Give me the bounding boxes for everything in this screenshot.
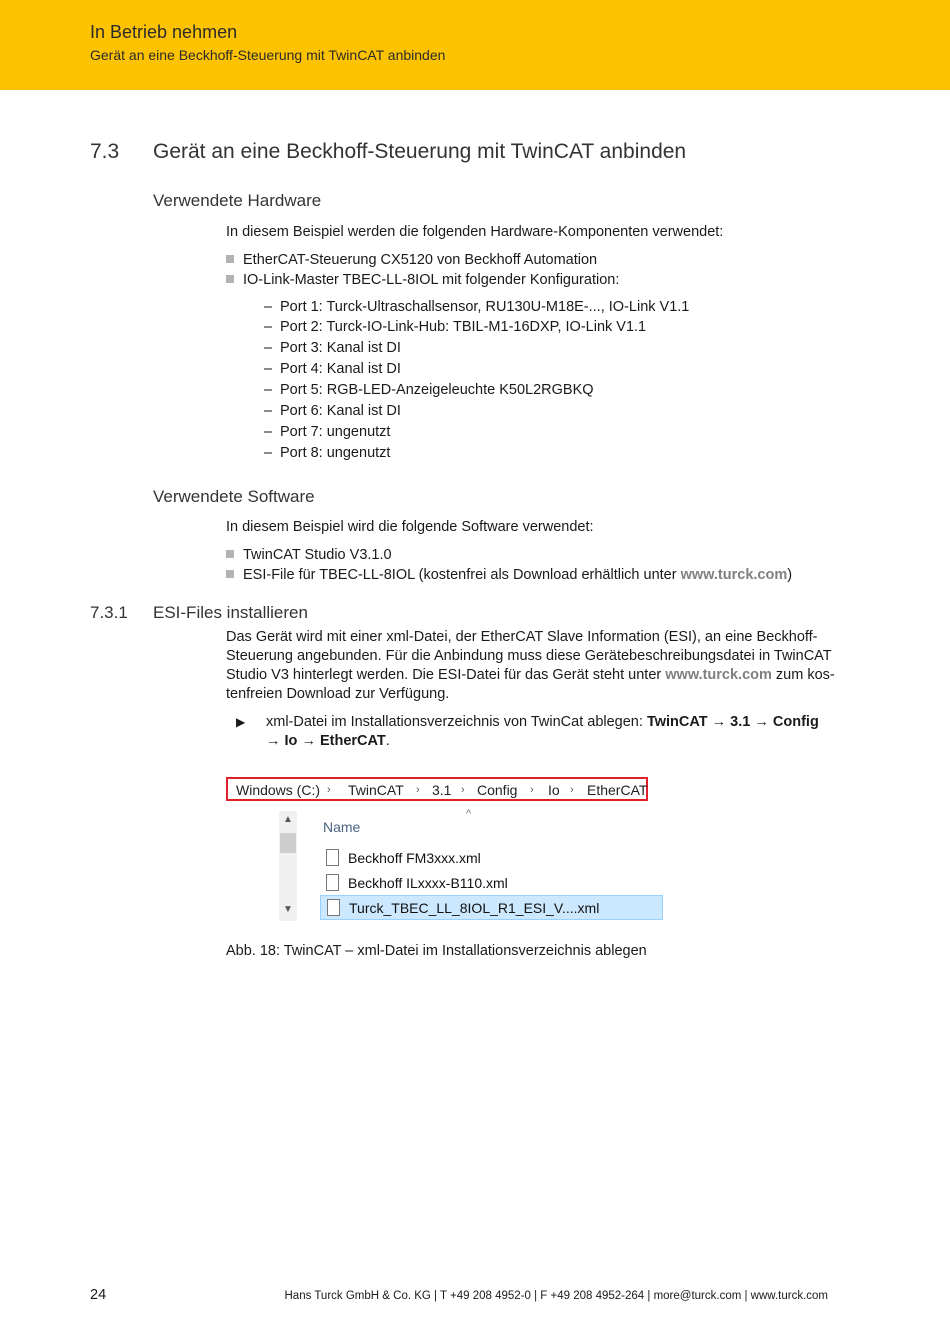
arrow-right-icon: → xyxy=(711,714,727,730)
scroll-down-icon[interactable]: ▼ xyxy=(283,904,293,915)
turck-link[interactable]: www.turck.com xyxy=(680,567,788,583)
file-icon xyxy=(326,874,339,891)
header-subtitle: Gerät an eine Beckhoff-Steuerung mit TwinCAT anbinden xyxy=(90,47,446,63)
file-icon xyxy=(326,849,339,866)
file-name: Turck_TBEC_LL_8IOL_R1_ESI_V....xml xyxy=(349,900,600,916)
chevron-right-icon: › xyxy=(530,784,534,796)
play-triangle-icon: ▶ xyxy=(236,715,246,729)
hardware-intro: In diesem Beispiel werden die folgenden Hardware-Komponenten verwendet: xyxy=(226,224,724,240)
chevron-right-icon: › xyxy=(461,784,465,796)
arrow-right-icon: → xyxy=(266,733,281,749)
chevron-right-icon: › xyxy=(416,784,420,796)
figure-caption: Abb. 18: TwinCAT – xml-Datei im Installationsverzeichnis ablegen xyxy=(226,943,647,959)
turck-link[interactable]: www.turck.com xyxy=(665,667,772,683)
subsection-number: 7.3.1 xyxy=(90,603,128,622)
arrow-right-icon: → xyxy=(754,714,769,730)
port-item: – Port 2: Turck-IO-Link-Hub: TBIL-M1-16DXP, IO-Link V1.1 xyxy=(264,319,647,335)
esi-paragraph-line: Das Gerät wird mit einer xml-Datei, der EtherCAT Slave Information (ESI), an eine Beckhoff- xyxy=(226,629,818,645)
chevron-right-icon: › xyxy=(570,784,574,796)
port-item: – Port 1: Turck-Ultraschallsensor, RU130U-M18E-..., IO-Link V1.1 xyxy=(264,299,690,315)
port-item: – Port 5: RGB-LED-Anzeigeleuchte K50L2RGBKQ xyxy=(264,382,594,398)
port-item: – Port 3: Kanal ist DI xyxy=(264,340,401,356)
header-title: In Betrieb nehmen xyxy=(90,22,238,42)
header-band xyxy=(0,0,950,90)
section-number: 7.3 xyxy=(90,140,120,163)
bullet-square-icon xyxy=(226,570,234,578)
bullet-square-icon xyxy=(226,255,234,263)
file-icon xyxy=(327,899,340,916)
port-item: – Port 6: Kanal ist DI xyxy=(264,403,401,419)
breadcrumb-item[interactable]: 3.1 xyxy=(432,782,452,798)
page-number: 24 xyxy=(90,1287,107,1303)
breadcrumb-item[interactable]: TwinCAT xyxy=(348,782,404,798)
file-name: Beckhoff ILxxxx-B110.xml xyxy=(348,875,508,891)
chevron-right-icon: › xyxy=(327,784,331,796)
file-row[interactable] xyxy=(320,871,663,896)
explorer-breadcrumb xyxy=(226,777,648,801)
port-item: – Port 8: ungenutzt xyxy=(264,445,391,461)
esi-paragraph-line: Steuerung angebunden. Für die Anbindung muss diese Gerätebeschreibungsdatei in TwinCAT xyxy=(226,648,832,664)
port-item: – Port 7: ungenutzt xyxy=(264,424,391,440)
software-intro: In diesem Beispiel wird die folgende Software verwendet: xyxy=(226,519,594,535)
bullet-square-icon xyxy=(226,275,234,283)
column-header-name[interactable]: Name xyxy=(323,819,361,835)
scroll-thumb[interactable] xyxy=(280,833,296,853)
explorer-scrollbar[interactable] xyxy=(279,811,297,921)
software-heading: Verwendete Software xyxy=(153,487,315,506)
section-title: Gerät an eine Beckhoff-Steuerung mit TwinCAT anbinden xyxy=(153,140,687,163)
esi-paragraph-line: tenfreien Download zur Verfügung. xyxy=(226,686,450,702)
file-row[interactable] xyxy=(320,846,663,871)
file-name: Beckhoff FM3xxx.xml xyxy=(348,850,481,866)
hardware-heading: Verwendete Hardware xyxy=(153,191,322,210)
hardware-item: IO-Link-Master TBEC-LL-8IOL mit folgender Konfiguration: xyxy=(226,272,619,288)
breadcrumb-item[interactable]: Config xyxy=(477,782,518,798)
esi-paragraph-line: Studio V3 hinterlegt werden. Die ESI-Datei für das Gerät steht unter www.turck.com zum kos- xyxy=(226,667,835,683)
footer-contact: Hans Turck GmbH & Co. KG | T +49 208 4952-0 | F +49 208 4952-264 | more@turck.com | www.turck.com xyxy=(284,1290,828,1302)
breadcrumb-item[interactable]: Windows (C:) xyxy=(236,782,321,798)
software-item: ESI-File für TBEC-LL-8IOL (kostenfrei als Download erhältlich unter www.turck.com) xyxy=(226,567,792,583)
port-item: – Port 4: Kanal ist DI xyxy=(264,361,401,377)
hardware-item: EtherCAT-Steuerung CX5120 von Beckhoff Automation xyxy=(226,252,597,268)
breadcrumb-item[interactable]: EtherCAT xyxy=(587,782,648,798)
arrow-right-icon: → xyxy=(301,733,316,749)
bullet-square-icon xyxy=(226,550,234,558)
file-row-selected[interactable] xyxy=(320,895,663,920)
breadcrumb-item[interactable]: Io xyxy=(548,782,560,798)
scroll-up-icon[interactable]: ▲ xyxy=(283,814,293,825)
software-item: TwinCAT Studio V3.1.0 xyxy=(226,547,392,563)
sort-caret-icon: ^ xyxy=(466,808,472,820)
subsection-title: ESI-Files installieren xyxy=(153,603,308,622)
